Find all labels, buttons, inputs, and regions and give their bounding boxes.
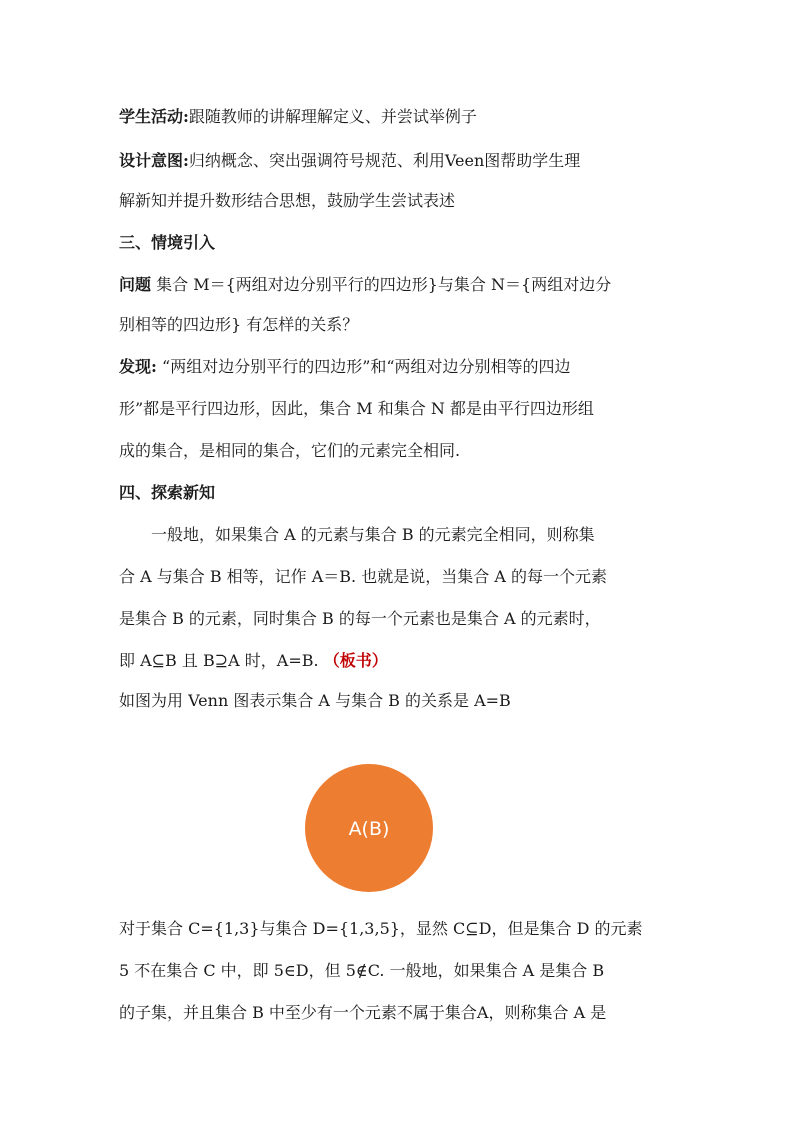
venn-caption: 如图为用 Venn 图表示集合 A 与集合 B 的关系是 A=B <box>119 691 511 710</box>
intent-text-1: 归纳概念、突出强调符号规范、利用Veen图帮助学生理 <box>188 151 581 170</box>
section-4-heading: 四、探索新知 <box>119 483 216 502</box>
intent-paragraph-line-1 <box>119 150 679 172</box>
explore-line-1: 一般地，如果集合 A 的元素与集合 B 的元素完全相同，则称集 <box>151 525 595 544</box>
problem-line-2: 别相等的四边形} 有怎样的关系？ <box>119 315 359 334</box>
activity-label: 学生活动: <box>119 107 189 126</box>
subset-line-3: 的子集，并且集合 B 中至少有一个元素不属于集合A，则称集合 A 是 <box>119 1003 607 1022</box>
intent-label: 设计意图: <box>119 151 189 170</box>
subset-line-2: 5 不在集合 C 中，即 5∈D，但 5∉C. 一般地，如果集合 A 是集合 B <box>119 961 605 980</box>
problem-line-1 <box>119 274 679 296</box>
discovery-text-1: “两组对边分别平行的四边形”和“两组对边分别相等的四边 <box>156 357 571 376</box>
board-note: （板书） <box>323 651 388 670</box>
discovery-line-2: 形”都是平行四边形，因此，集合 M 和集合 N 都是由平行四边形组 <box>119 399 594 418</box>
discovery-line-1 <box>119 356 679 378</box>
explore-line-2: 合 A 与集合 B 相等，记作 A＝B. 也就是说，当集合 A 的每一个元素 <box>119 567 607 586</box>
discovery-line-3: 成的集合，是相同的集合，它们的元素完全相同. <box>119 441 461 460</box>
problem-text-1: 集合 M＝{两组对边分别平行的四边形}与集合 N＝{两组对边分 <box>151 275 612 294</box>
activity-paragraph <box>119 106 679 128</box>
venn-diagram <box>304 763 434 893</box>
venn-label: A(B) <box>348 818 390 840</box>
section-3-heading: 三、情境引入 <box>119 233 216 252</box>
explore-line-3: 是集合 B 的元素，同时集合 B 的每一个元素也是集合 A 的元素时， <box>119 609 601 628</box>
discovery-label: 发现: <box>119 357 157 376</box>
explore-text-4: 即 A⊆B 且 B⊇A 时，A=B. <box>119 651 319 670</box>
activity-text: 跟随教师的讲解理解定义、并尝试举例子 <box>188 107 477 126</box>
explore-line-4 <box>119 650 679 672</box>
intent-paragraph-line-2: 解新知并提升数形结合思想，鼓励学生尝试表述 <box>119 191 456 210</box>
subset-line-1: 对于集合 C={1,3}与集合 D={1,3,5}，显然 C⊆D，但是集合 D 的元素 <box>119 919 643 938</box>
problem-label: 问题 <box>119 275 152 294</box>
